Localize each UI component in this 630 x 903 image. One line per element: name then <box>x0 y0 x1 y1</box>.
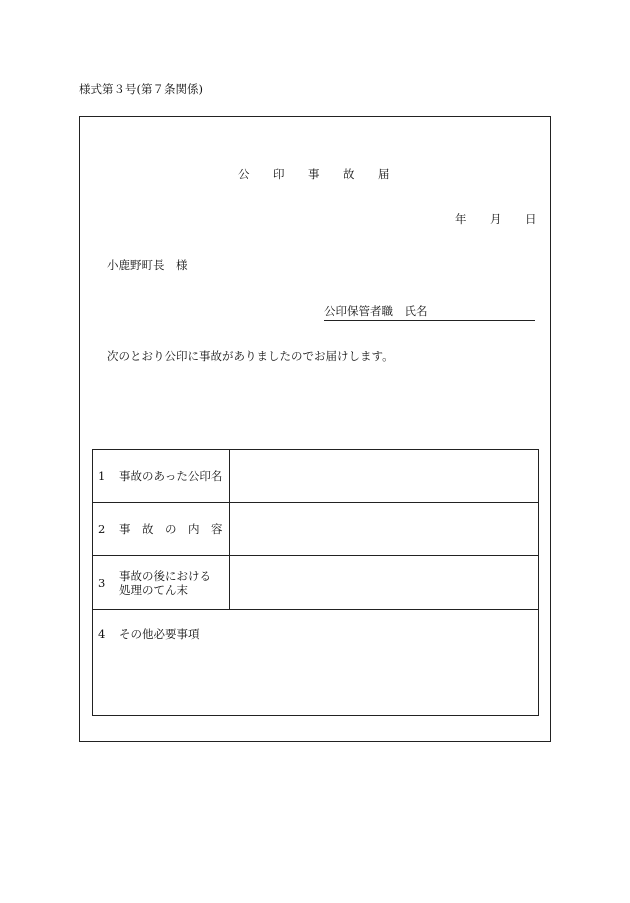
date-year: 年 <box>455 212 467 226</box>
title-char: 故 <box>343 167 355 181</box>
form-number-label: 様式第３号(第７条関係) <box>79 82 203 96</box>
table-row <box>93 450 538 503</box>
row-label: 事故のあった公印名 <box>119 469 223 483</box>
title-char: 公 <box>238 167 250 181</box>
row-label: その他必要事項 <box>119 627 200 641</box>
body-text: 次のとおり公印に事故がありましたのでお届けします。 <box>107 349 394 363</box>
row-label-cell <box>93 503 230 555</box>
table-row <box>93 503 538 556</box>
incident-table <box>92 449 539 716</box>
document-title <box>238 166 390 182</box>
row-number: 3 <box>98 576 106 590</box>
row-number: 2 <box>98 522 106 536</box>
date-line <box>455 211 537 227</box>
title-char: 届 <box>378 167 390 181</box>
row-label-cell <box>93 556 230 609</box>
date-day: 日 <box>525 212 537 226</box>
title-char: 印 <box>273 167 285 181</box>
row-label-cell <box>93 450 230 502</box>
signature-label: 公印保管者職 氏名 <box>324 304 428 318</box>
row-number: 1 <box>98 469 106 483</box>
signature-line <box>324 303 535 321</box>
table-row <box>93 556 538 610</box>
title-char: 事 <box>308 167 320 181</box>
addressee: 小鹿野町長 様 <box>107 258 188 272</box>
row-label-line1: 事故の後における <box>119 569 211 583</box>
date-month: 月 <box>490 212 502 226</box>
row-number: 4 <box>98 627 106 641</box>
table-row <box>93 610 538 715</box>
row-label-line2: 処理のてん末 <box>119 583 188 597</box>
row-label: 事 故 の 内 容 <box>119 522 223 536</box>
